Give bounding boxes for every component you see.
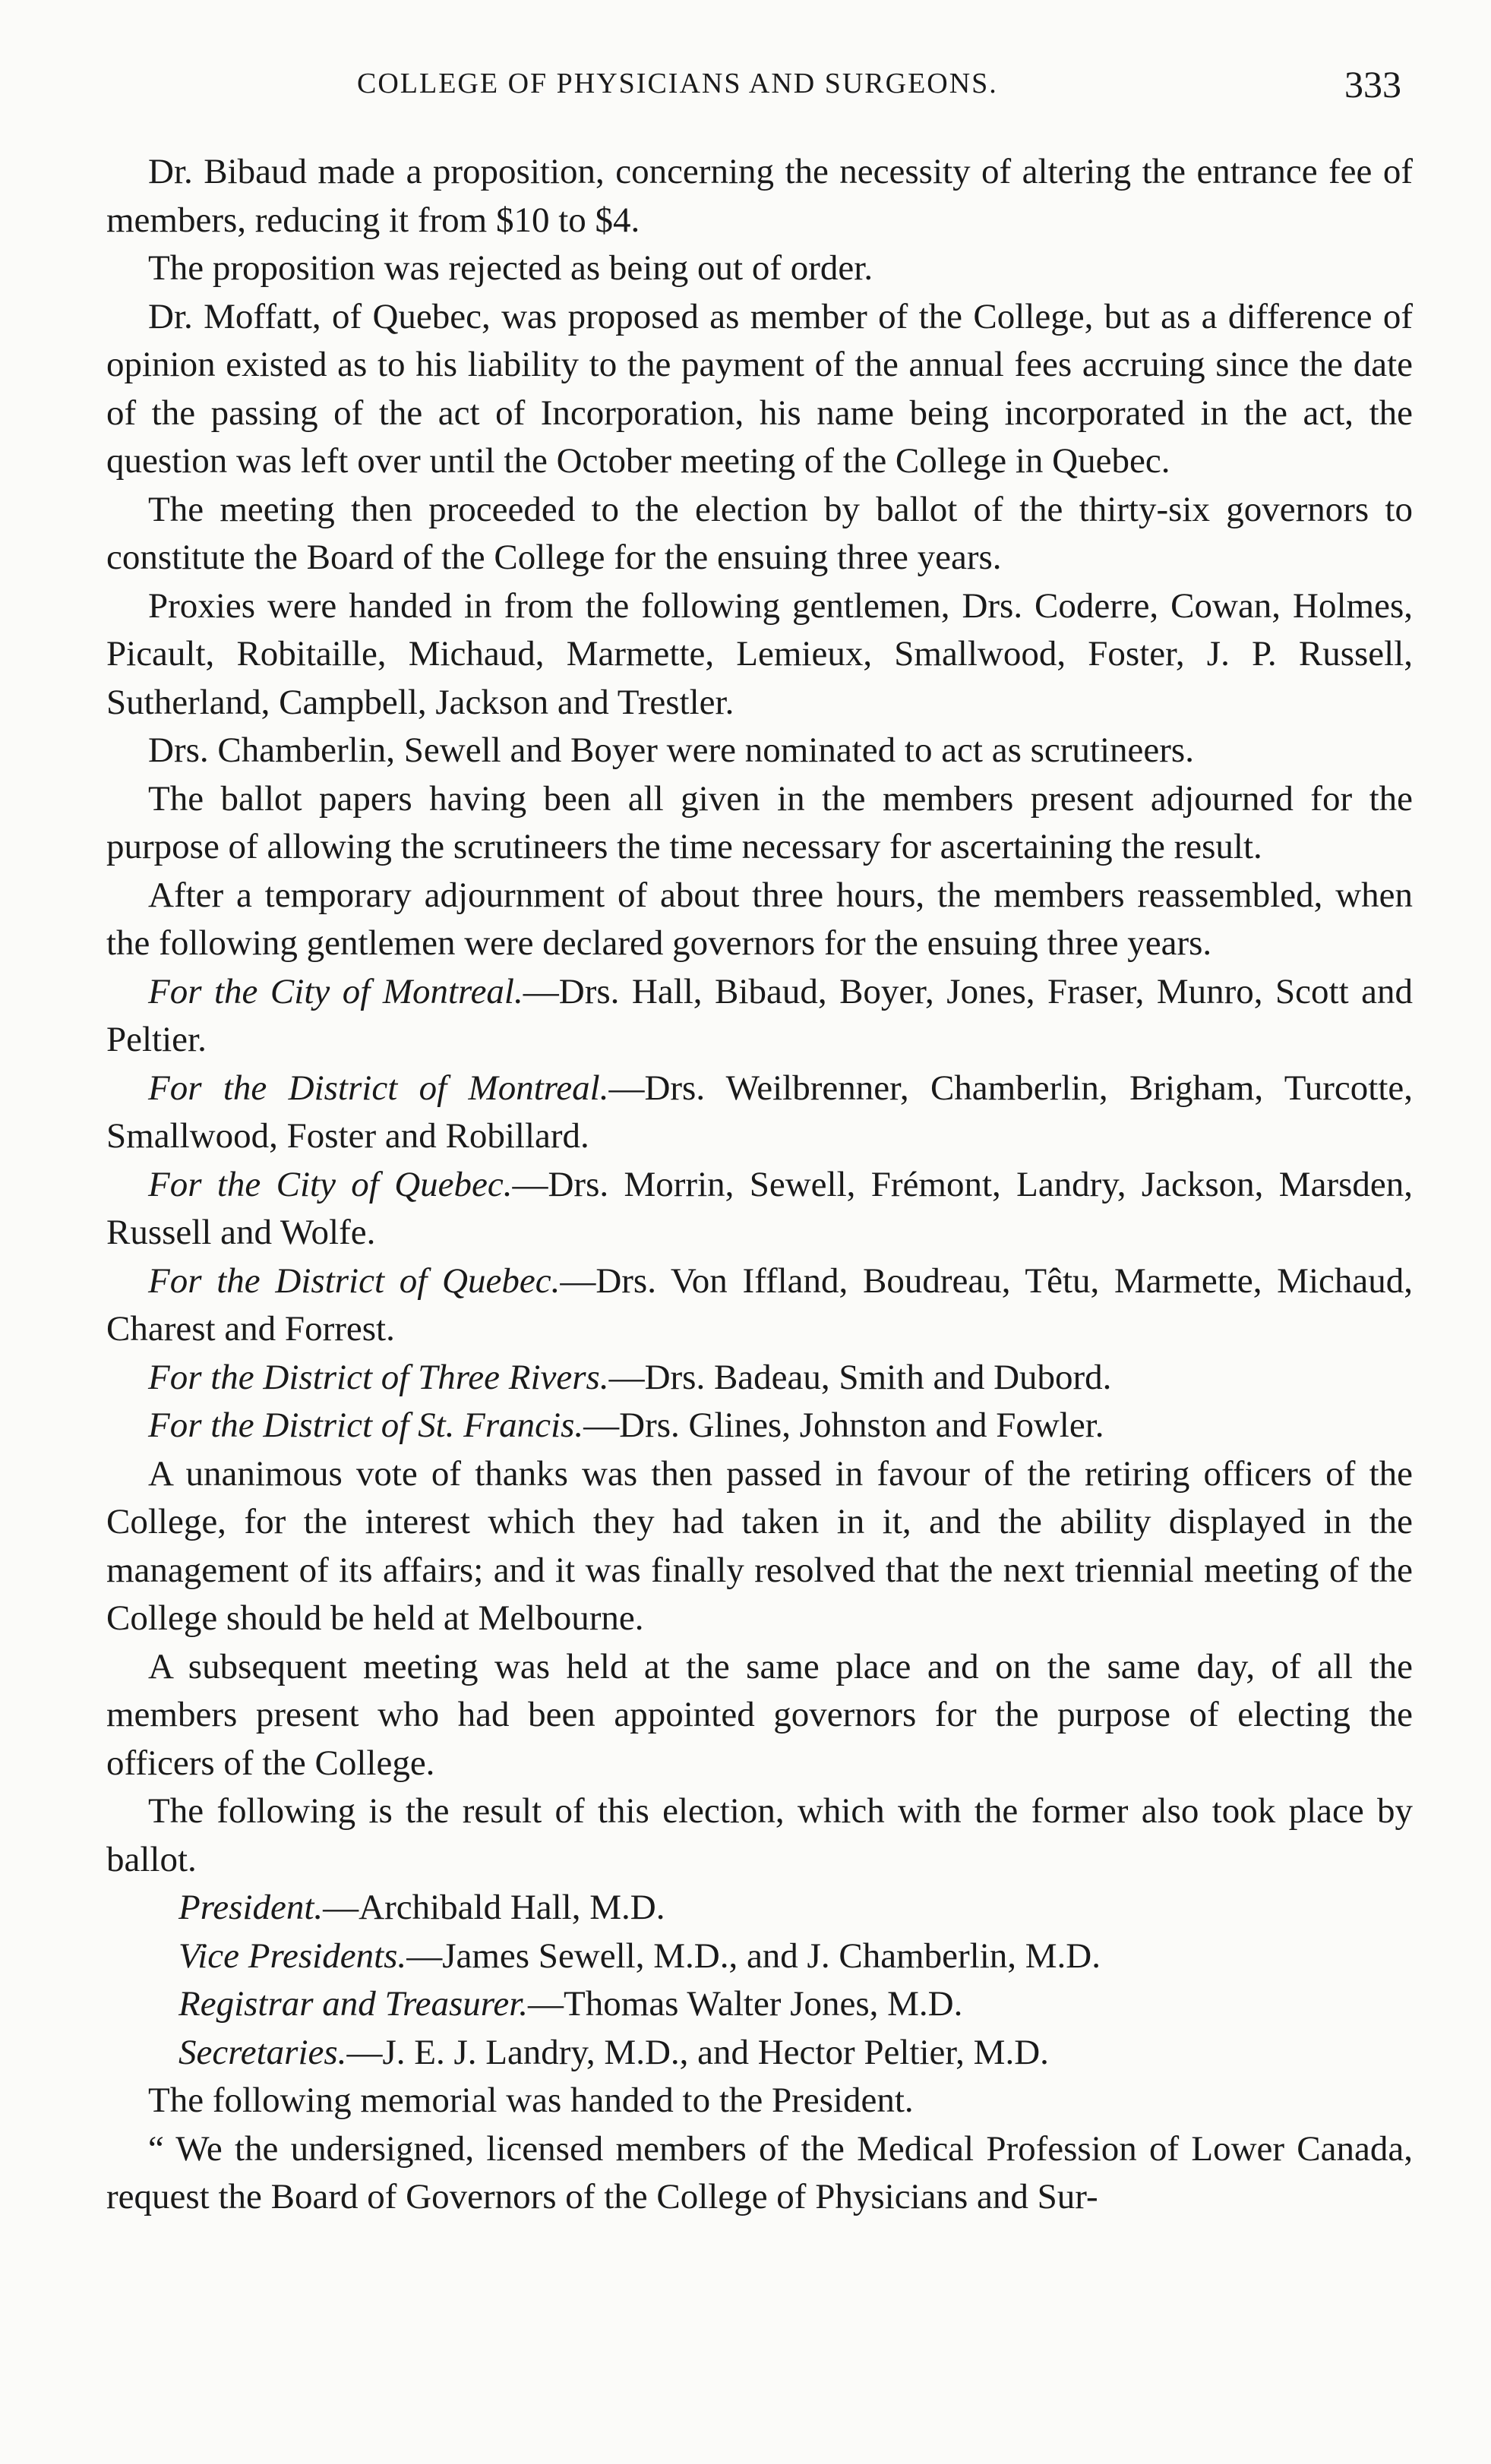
officer-entry [106,1980,1413,2029]
paragraph: After a temporary adjournment of about three hours, the members reassembled, when the following gentlemen were declared governors for the ensuing three years. [106,875,1413,963]
district-names: —Drs. Von Iffland, Boudreau, Têtu, Marmette, Michaud, Charest and Forrest. [106,1260,1413,1349]
paragraph: Drs. Chamberlin, Sewell and Boyer were nominated to act as scrutineers. [148,730,1194,770]
office-holder: —Archibald Hall, M.D. [323,1888,665,1927]
district-label: For the District of Quebec. [148,1260,561,1301]
district-label: For the District of St. Francis. [148,1406,584,1445]
district-entry [106,1065,1413,1161]
paragraph: “ We the undersigned, licensed members of the Medical Profession of Lower Canada, request the Board of Governors of the College of Physicians and Sur- [106,2128,1413,2216]
paragraph: The following memorial was handed to the President. [148,2081,914,2120]
paragraph: Dr. Moffatt, of Quebec, was proposed as member of the College, but as a difference of opinion existed as to his liability to the payment of the annual fees accruing since the date of the passing of the act of Incorporation, his name being incorporated in the act, the question was left over until the October meeting of the College in Quebec. [106,296,1413,481]
body-text [106,148,1413,2222]
page-number: 333 [1344,63,1401,106]
district-label: For the District of Montreal. [148,1068,609,1108]
district-label: For the City of Quebec. [148,1164,513,1204]
district-entry [106,1402,1413,1450]
district-entry [106,1257,1413,1354]
district-label: For the City of Montreal. [148,971,523,1011]
paragraph: The meeting then proceeded to the election by ballot of the thirty-six governors to constitute the Board of the College for the ensuing three years. [106,489,1413,577]
paragraph: The proposition was rejected as being out of order. [148,248,873,288]
page-header [114,59,1405,120]
paragraph: Proxies were handed in from the following gentlemen, Drs. Coderre, Cowan, Holmes, Picault, Robitaille, Michaud, Marmette, Lemieux, Smallwood, Foster, J. P. Russell, Sutherland, Campbell, Jackson and Trestler. [106,585,1413,722]
paragraph: The ballot papers having been all given in the members present adjourned for the purpose of allowing the scrutineers the time necessary for ascertaining the result. [106,778,1413,866]
office-holder: —J. E. J. Landry, M.D., and Hector Peltier, M.D. [346,2032,1049,2072]
district-names: —Drs. Weilbrenner, Chamberlin, Brigham, Turcotte, Smallwood, Foster and Robillard. [106,1068,1413,1156]
office-label: Registrar and Treasurer. [178,1984,529,2024]
officer-entry [106,1932,1413,1981]
paragraph: Dr. Bibaud made a proposition, concerning the necessity of altering the entrance fee of members, reducing it from $10 to $4. [106,152,1413,240]
office-label: Secretaries. [178,2032,347,2072]
office-label: President. [178,1888,324,1927]
district-entry [106,1161,1413,1257]
officer-entry [106,2029,1413,2078]
running-head: COLLEGE OF PHYSICIANS AND SURGEONS. [357,68,998,99]
paragraph: The following is the result of this election, which with the former also took place by ballot. [106,1791,1413,1879]
district-entry [106,1354,1413,1402]
paragraph: A subsequent meeting was held at the same place and on the same day, of all the members present who had been appointed governors for the purpose of electing the officers of the College. [106,1646,1413,1783]
district-names: —Drs. Badeau, Smith and Dubord. [608,1357,1112,1397]
office-holder: —Thomas Walter Jones, M.D. [528,1984,963,2024]
paragraph: A unanimous vote of thanks was then passed in favour of the retiring officers of the College, for the interest which they had taken in it, and the ability displayed in the management of its affairs; and it was finally resolved that the next triennial meeting of the College should be held at Melbourne. [106,1453,1413,1638]
office-holder: —James Sewell, M.D., and J. Chamberlin, M.D. [406,1936,1101,1976]
district-names: —Drs. Hall, Bibaud, Boyer, Jones, Fraser, Munro, Scott and Peltier. [106,971,1414,1059]
district-label: For the District of Three Rivers. [148,1357,609,1397]
district-entry [106,968,1413,1065]
office-label: Vice Presidents. [178,1936,407,1976]
officer-entry [106,1884,1413,1932]
district-names: —Drs. Glines, Johnston and Fowler. [583,1406,1104,1445]
district-names: —Drs. Morrin, Sewell, Frémont, Landry, Jackson, Marsden, Russell and Wolfe. [106,1164,1413,1252]
